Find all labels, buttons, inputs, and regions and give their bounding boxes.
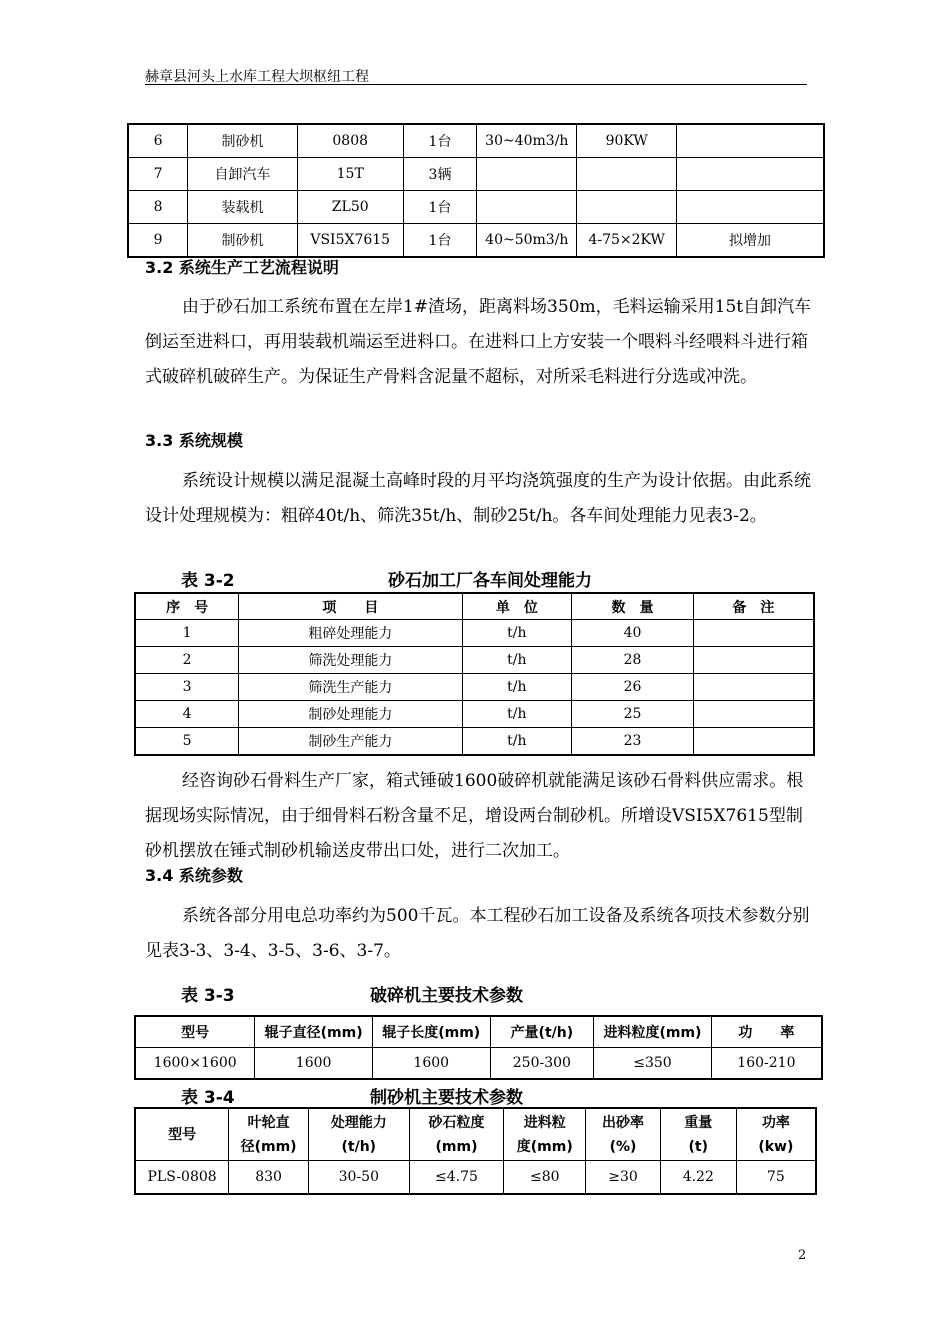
equipment-cell: 4-75×2KW	[577, 224, 677, 258]
equipment-cell	[677, 191, 824, 224]
sandmaker-header-line: 型号	[168, 1126, 197, 1143]
equipment-cell: 0808	[297, 124, 403, 158]
sandmaker-header-cell	[736, 1108, 816, 1161]
capacity-header-cell: 备 注	[693, 593, 814, 620]
sandmaker-header-line: 度(mm)	[516, 1138, 573, 1155]
capacity-cell: t/h	[462, 620, 572, 647]
crusher-cell: 250-300	[490, 1048, 594, 1080]
capacity-header-cell: 序 号	[135, 593, 239, 620]
sandmaker-header-cell	[308, 1108, 409, 1161]
capacity-cell: 25	[572, 701, 694, 728]
capacity-cell: t/h	[462, 728, 572, 756]
crusher-header-cell: 进料粒度(mm)	[594, 1016, 712, 1048]
crusher-params-table	[134, 1015, 823, 1080]
capacity-cell: t/h	[462, 647, 572, 674]
sandmaker-header-line: 叶轮直	[247, 1114, 290, 1131]
crusher-cell: 160-210	[711, 1048, 822, 1080]
table-row	[128, 124, 824, 158]
capacity-cell	[693, 701, 814, 728]
section-3-3-paragraph: 系统设计规模以满足混凝土高峰时段的月平均浇筑强度的生产为设计依据。由此系统设计处理规模为：粗碎40t/h、筛洗35t/h、制砂25t/h。各车间处理能力见表3-2。	[145, 471, 811, 526]
table-row	[128, 191, 824, 224]
equipment-cell: 拟增加	[677, 224, 824, 258]
sandmaker-header-line: 重量	[684, 1114, 713, 1131]
sandmaker-cell: 30-50	[308, 1161, 409, 1195]
page-number: 2	[798, 1248, 807, 1263]
capacity-header-cell: 数 量	[572, 593, 694, 620]
capacity-cell: 23	[572, 728, 694, 756]
table3-caption-title: 破碎机主要技术参数	[370, 986, 523, 1006]
equipment-cell	[477, 158, 577, 191]
crusher-cell: 1600×1600	[135, 1048, 255, 1080]
section-3-3-heading: 3.3 系统规模	[145, 431, 243, 450]
equipment-cell: 3辆	[403, 158, 477, 191]
sandmaker-header-cell	[586, 1108, 661, 1161]
capacity-cell: 筛洗生产能力	[239, 674, 462, 701]
equipment-cell	[577, 158, 677, 191]
section-3-4-heading: 3.4 系统参数	[145, 866, 243, 885]
capacity-cell: t/h	[462, 701, 572, 728]
table-row	[135, 728, 814, 756]
crusher-header-cell: 功 率	[711, 1016, 822, 1048]
table4-caption-number: 表 3-4	[181, 1088, 235, 1108]
equipment-cell: 1台	[403, 124, 477, 158]
crusher-header-cell: 辊子长度(mm)	[372, 1016, 490, 1048]
crusher-header-cell: 产量(t/h)	[490, 1016, 594, 1048]
capacity-cell: 26	[572, 674, 694, 701]
sandmaker-params-table	[134, 1107, 817, 1195]
capacity-cell	[693, 674, 814, 701]
equipment-cell: 1台	[403, 224, 477, 258]
capacity-cell: 5	[135, 728, 239, 756]
sandmaker-header-line: 进料粒	[523, 1114, 566, 1131]
sandmaker-header-cell	[229, 1108, 309, 1161]
table-row	[135, 620, 814, 647]
section-3-2-heading: 3.2 系统生产工艺流程说明	[145, 258, 339, 277]
capacity-cell: 制砂处理能力	[239, 701, 462, 728]
sandmaker-header-cell	[409, 1108, 504, 1161]
table-row	[135, 1161, 816, 1195]
paragraph-after-table2: 经咨询砂石骨料生产厂家，箱式锤破1600破碎机就能满足该砂石骨料供应需求。根据现场实际情况，由于细骨料石粉含量不足，增设两台制砂机。所增设VSI5X7615型制砂机摆放在锤式制砂机输送皮带出口处，进行二次加工。	[145, 771, 804, 861]
capacity-cell: 筛洗处理能力	[239, 647, 462, 674]
sandmaker-cell: 75	[736, 1161, 816, 1195]
equipment-cell: VSI5X7615	[297, 224, 403, 258]
equipment-cell: 制砂机	[188, 124, 298, 158]
equipment-cell	[477, 191, 577, 224]
sandmaker-cell: PLS-0808	[135, 1161, 229, 1195]
sandmaker-header-line: (kw)	[758, 1138, 794, 1155]
capacity-cell	[693, 647, 814, 674]
capacity-cell: 4	[135, 701, 239, 728]
table-row	[135, 647, 814, 674]
sandmaker-header-line: 出砂率	[602, 1114, 645, 1131]
equipment-cell: 90KW	[577, 124, 677, 158]
sandmaker-header-line: (t)	[688, 1138, 709, 1155]
capacity-header-cell: 项 目	[239, 593, 462, 620]
sandmaker-header-line: (t/h)	[341, 1138, 377, 1155]
equipment-cell	[677, 124, 824, 158]
sandmaker-cell: 4.22	[660, 1161, 736, 1195]
equipment-cell	[677, 158, 824, 191]
sandmaker-header-cell	[504, 1108, 586, 1161]
equipment-cell: ZL50	[297, 191, 403, 224]
capacity-cell: 2	[135, 647, 239, 674]
sandmaker-cell: ≤4.75	[409, 1161, 504, 1195]
sandmaker-header-line: 径(mm)	[240, 1138, 297, 1155]
equipment-cell: 6	[128, 124, 188, 158]
section-3-4-paragraph: 系统各部分用电总功率约为500千瓦。本工程砂石加工设备及系统各项技术参数分别见表3-3、3-4、3-5、3-6、3-7。	[145, 906, 810, 961]
sandmaker-header-line: 砂石粒度	[428, 1114, 485, 1131]
capacity-table	[134, 592, 815, 756]
capacity-header-cell: 单 位	[462, 593, 572, 620]
equipment-cell: 7	[128, 158, 188, 191]
equipment-cell: 30~40m3/h	[477, 124, 577, 158]
sandmaker-header-line: (%)	[609, 1138, 637, 1155]
table2-caption-title: 砂石加工厂各车间处理能力	[388, 571, 592, 591]
section-3-2-paragraph: 由于砂石加工系统布置在左岸1#渣场，距离料场350m，毛料运输采用15t自卸汽车倒运至进料口，再用装载机端运至进料口。在进料口上方安装一个喂料斗经喂料斗进行箱式破碎机破碎生产。为保证生产骨料含泥量不超标，对所采毛料进行分选或冲洗。	[145, 297, 812, 387]
capacity-cell: 制砂生产能力	[239, 728, 462, 756]
equipment-cell: 自卸汽车	[188, 158, 298, 191]
crusher-cell: 1600	[255, 1048, 373, 1080]
header-title: 赫章县河头上水库工程大坝枢纽工程	[145, 69, 369, 85]
sandmaker-header-line: 处理能力	[330, 1114, 387, 1131]
capacity-cell: 粗碎处理能力	[239, 620, 462, 647]
sandmaker-header-line: (mm)	[435, 1138, 478, 1155]
table-row	[128, 158, 824, 191]
sandmaker-header-line: 功率	[761, 1114, 790, 1131]
crusher-cell: 1600	[372, 1048, 490, 1080]
table-row	[135, 1048, 822, 1080]
capacity-cell: t/h	[462, 674, 572, 701]
capacity-cell	[693, 620, 814, 647]
capacity-cell	[693, 728, 814, 756]
equipment-cell: 1台	[403, 191, 477, 224]
sandmaker-cell: ≤80	[504, 1161, 586, 1195]
equipment-cell	[577, 191, 677, 224]
equipment-cell: 40~50m3/h	[477, 224, 577, 258]
table-row	[135, 674, 814, 701]
equipment-cell: 8	[128, 191, 188, 224]
table2-caption-number: 表 3-2	[181, 571, 235, 591]
sandmaker-cell: ≥30	[586, 1161, 661, 1195]
sandmaker-cell: 830	[229, 1161, 309, 1195]
sandmaker-header-cell	[135, 1108, 229, 1161]
equipment-cell: 15T	[297, 158, 403, 191]
capacity-cell: 28	[572, 647, 694, 674]
table3-caption-number: 表 3-3	[181, 986, 235, 1006]
equipment-cell: 制砂机	[188, 224, 298, 258]
table-row	[135, 701, 814, 728]
table-row	[128, 224, 824, 258]
capacity-cell: 40	[572, 620, 694, 647]
crusher-cell: ≤350	[594, 1048, 712, 1080]
equipment-cell: 9	[128, 224, 188, 258]
sandmaker-header-cell	[660, 1108, 736, 1161]
equipment-table	[127, 123, 825, 258]
equipment-cell: 装载机	[188, 191, 298, 224]
table4-caption-title: 制砂机主要技术参数	[370, 1088, 523, 1108]
crusher-header-cell: 型号	[135, 1016, 255, 1048]
crusher-header-cell: 辊子直径(mm)	[255, 1016, 373, 1048]
capacity-cell: 1	[135, 620, 239, 647]
capacity-cell: 3	[135, 674, 239, 701]
page-header	[145, 64, 807, 85]
